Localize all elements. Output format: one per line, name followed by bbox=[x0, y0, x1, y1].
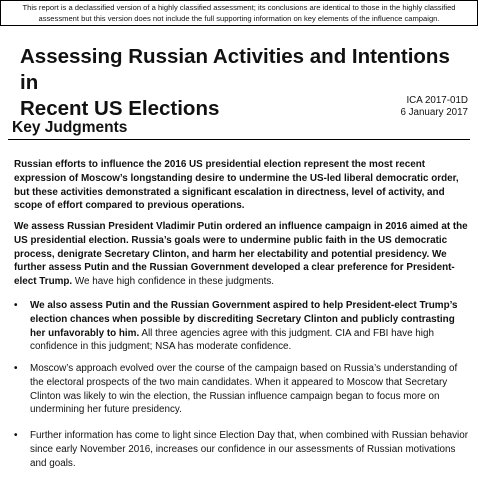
paragraph-2-bold-text: We assess Russian President Vladimir Putin ordered an influence campaign in 2016 aimed at the US presidential election. Russia’s goals were to undermine public faith in the US democratic process, denigrate Secretary Clinton, and harm her electability and potential presidency. We further assess Putin and the Russian Government developed a clear preference for President-elect Trump. bbox=[14, 221, 468, 288]
notice-line-1: This report is a declassified version of a highly classified assessment; its conclusions are identical to those in the highly classified bbox=[22, 3, 456, 12]
bullet-marker: • bbox=[14, 300, 18, 311]
notice-line-2: assessment but this version does not include the full supporting information on key elements of the influence campaign. bbox=[38, 14, 440, 23]
bullet-1-bold-text: We also assess Putin and the Russian Government aspired to help President-elect Trump’s election chances when possible by discrediting Secretary Clinton and publicly contrasting her unfavorably to him. bbox=[30, 300, 458, 339]
section-divider bbox=[8, 139, 470, 140]
document-date: 6 January 2017 bbox=[400, 107, 468, 118]
paragraph-1-text: Russian efforts to influence the 2016 US presidential election represent the most recent expression of Moscow’s longstanding desire to undermine the US-led liberal democratic order, but these activities demonstrated a significant escalation in directness, level of activity, and scope of effort compared to previous operations. bbox=[14, 159, 459, 212]
bullet-marker: • bbox=[14, 363, 18, 374]
title-line-2: Recent US Elections bbox=[20, 97, 220, 120]
paragraph-2 bbox=[14, 220, 468, 289]
bullet-3-text: Further information has come to light since Election Day that, when combined with Russian behavior since early November 2016, increases our confidence in our assessments of Russian motivations and goals. bbox=[30, 430, 469, 469]
bullet-1-text bbox=[30, 299, 468, 354]
bullet-marker: • bbox=[14, 430, 18, 441]
declassification-notice bbox=[0, 0, 478, 26]
document-meta bbox=[400, 95, 468, 119]
section-heading: Key Judgments bbox=[12, 119, 128, 136]
bullet-2-text: Moscow’s approach evolved over the course of the campaign based on Russia’s understanding of the electoral prospects of the two main candidates. When it appeared to Moscow that Secretary Clinton was likely to win the election, the Russian influence campaign began to focus more on undermining her future presidency. bbox=[30, 363, 458, 416]
paragraph-2-normal-text: We have high confidence in these judgments. bbox=[72, 276, 275, 288]
paragraph-1 bbox=[14, 158, 468, 213]
bullet-1-normal-text: All three agencies agree with this judgment. CIA and FBI have high confidence in this judgment; NSA has moderate confidence. bbox=[30, 327, 434, 353]
title-line-1: Assessing Russian Activities and Intentions in bbox=[20, 45, 450, 94]
document-id: ICA 2017-01D bbox=[406, 95, 468, 106]
